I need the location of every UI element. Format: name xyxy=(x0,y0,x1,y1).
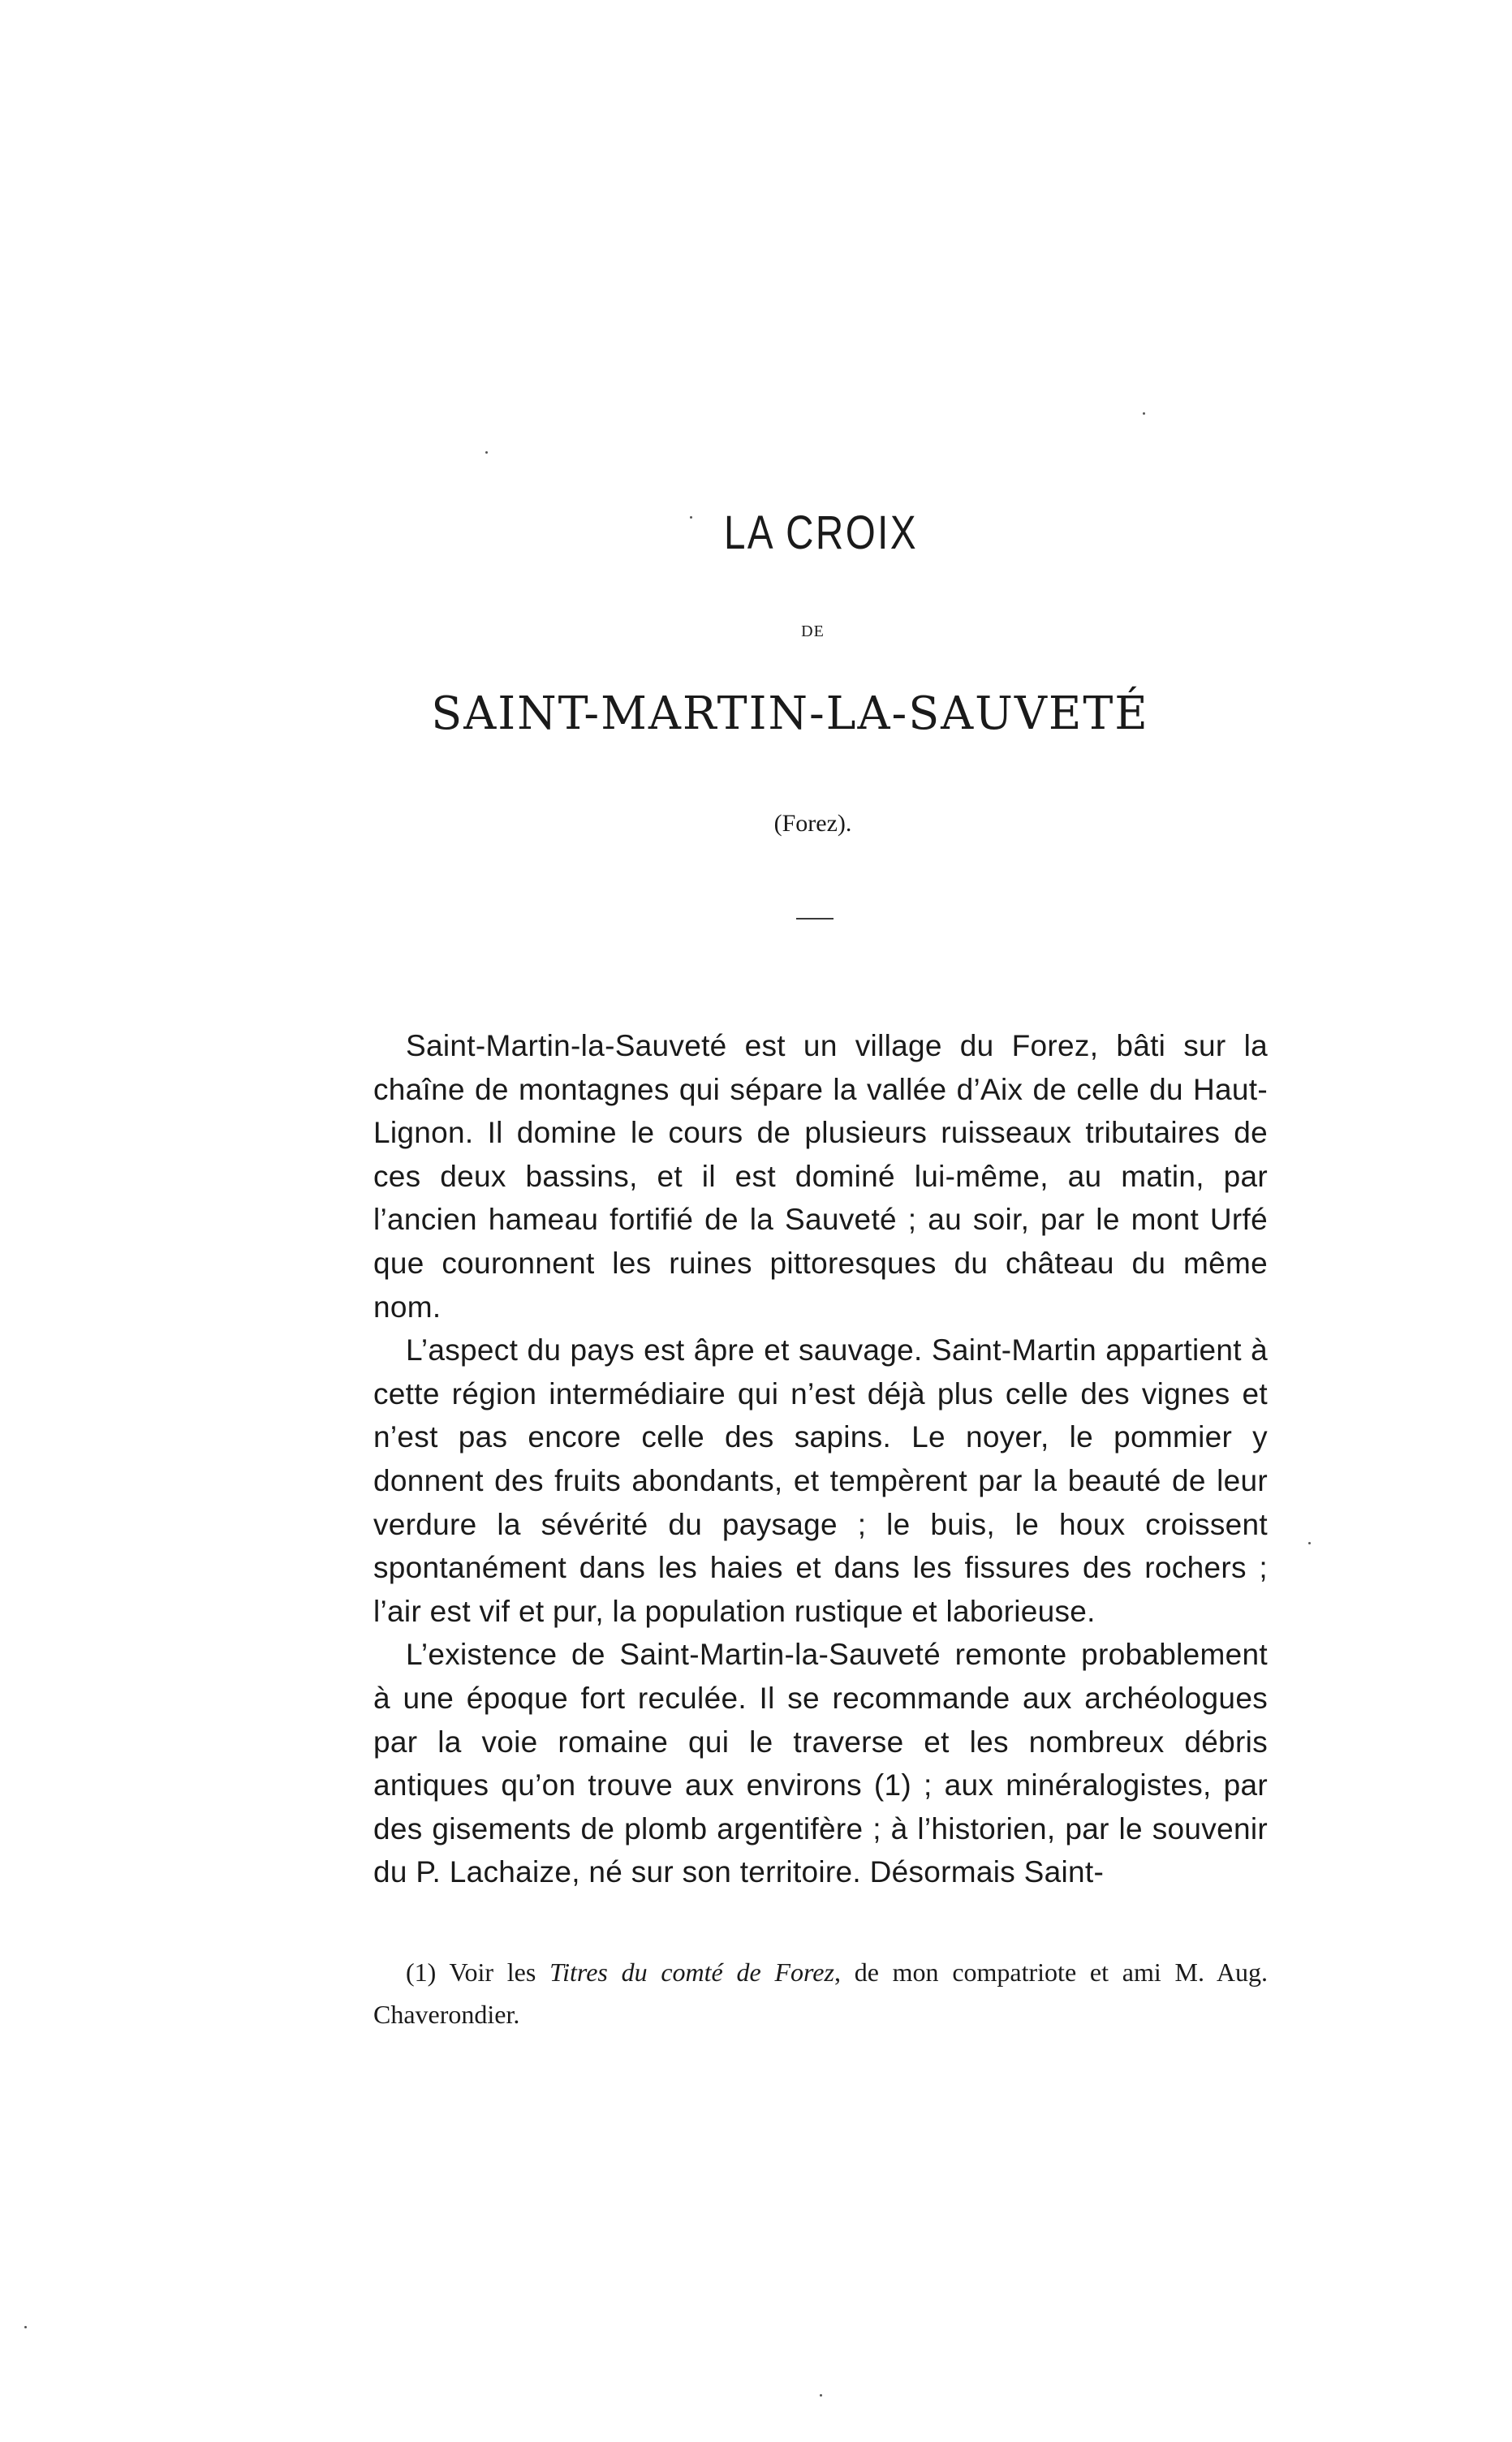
title-place-name: SAINT-MARTIN-LA-SAUVETÉ xyxy=(431,687,1149,740)
footnote-block xyxy=(373,1951,1268,2035)
scan-speck xyxy=(1308,1542,1311,1544)
footnote-marker: (1) xyxy=(406,1957,437,1987)
scan-speck xyxy=(24,2326,27,2328)
footnote-italic-title: Titres du comté de Forez xyxy=(549,1957,834,1987)
scan-speck xyxy=(1143,412,1145,415)
footnote-tail: , de mon compatriote et ami M. Aug. Chaverondier. xyxy=(373,1957,1269,2029)
body-paragraph-1: Saint-Martin-la-Sauveté est un village du Forez, bâti sur la chaîne de montagnes qui sépare la vallée d’Aix de celle du Haut-Lignon. Il domine le cours de plusieurs ruisseaux tributaires de ces deux bassins, et il est dominé lui-même, au matin, par l’ancien hameau fortifié de la Sauveté ; au soir, par le mont Urfé que couronnent les ruines pittoresques du château du même nom. xyxy=(373,1029,1268,1324)
scan-speck xyxy=(690,516,692,519)
body-paragraph-2: L’aspect du pays est âpre et sauvage. Saint-Martin appartient à cette région intermédiaire qui n’est déjà plus celle des vignes et n’est pas encore celle des sapins. Le noyer, le pommier y donnent des fruits abondants, et tempèrent par la beauté de leur verdure la sévérité du paysage ; le buis, le houx croissent spontanément dans les haies et dans les fissures des rochers ; l’air est vif et pur, la population rustique et laborieuse. xyxy=(373,1333,1268,1628)
scan-speck xyxy=(485,451,488,454)
body-paragraph-3: L’existence de Saint-Martin-la-Sauveté remonte probablement à une époque fort reculée. Il se recommande aux archéologues par la voie romaine qui le traverse et les nombreux débris antiques qu’on trouve aux environs (1) ; aux minéralogistes, par des gisements de plomb argentifère ; à l’historien, par le souvenir du P. Lachaize, né sur son territoire. Désormais Saint- xyxy=(373,1638,1268,1889)
title-connector: DE xyxy=(801,622,825,640)
page-title: LA CROIX xyxy=(723,506,919,559)
scan-speck xyxy=(820,2394,822,2397)
footnote-1 xyxy=(373,1951,1268,2035)
body-text xyxy=(373,1024,1268,1894)
title-separator-rule xyxy=(796,918,834,920)
title-region: (Forez). xyxy=(773,810,852,837)
footnote-lead: Voir les xyxy=(449,1957,536,1987)
